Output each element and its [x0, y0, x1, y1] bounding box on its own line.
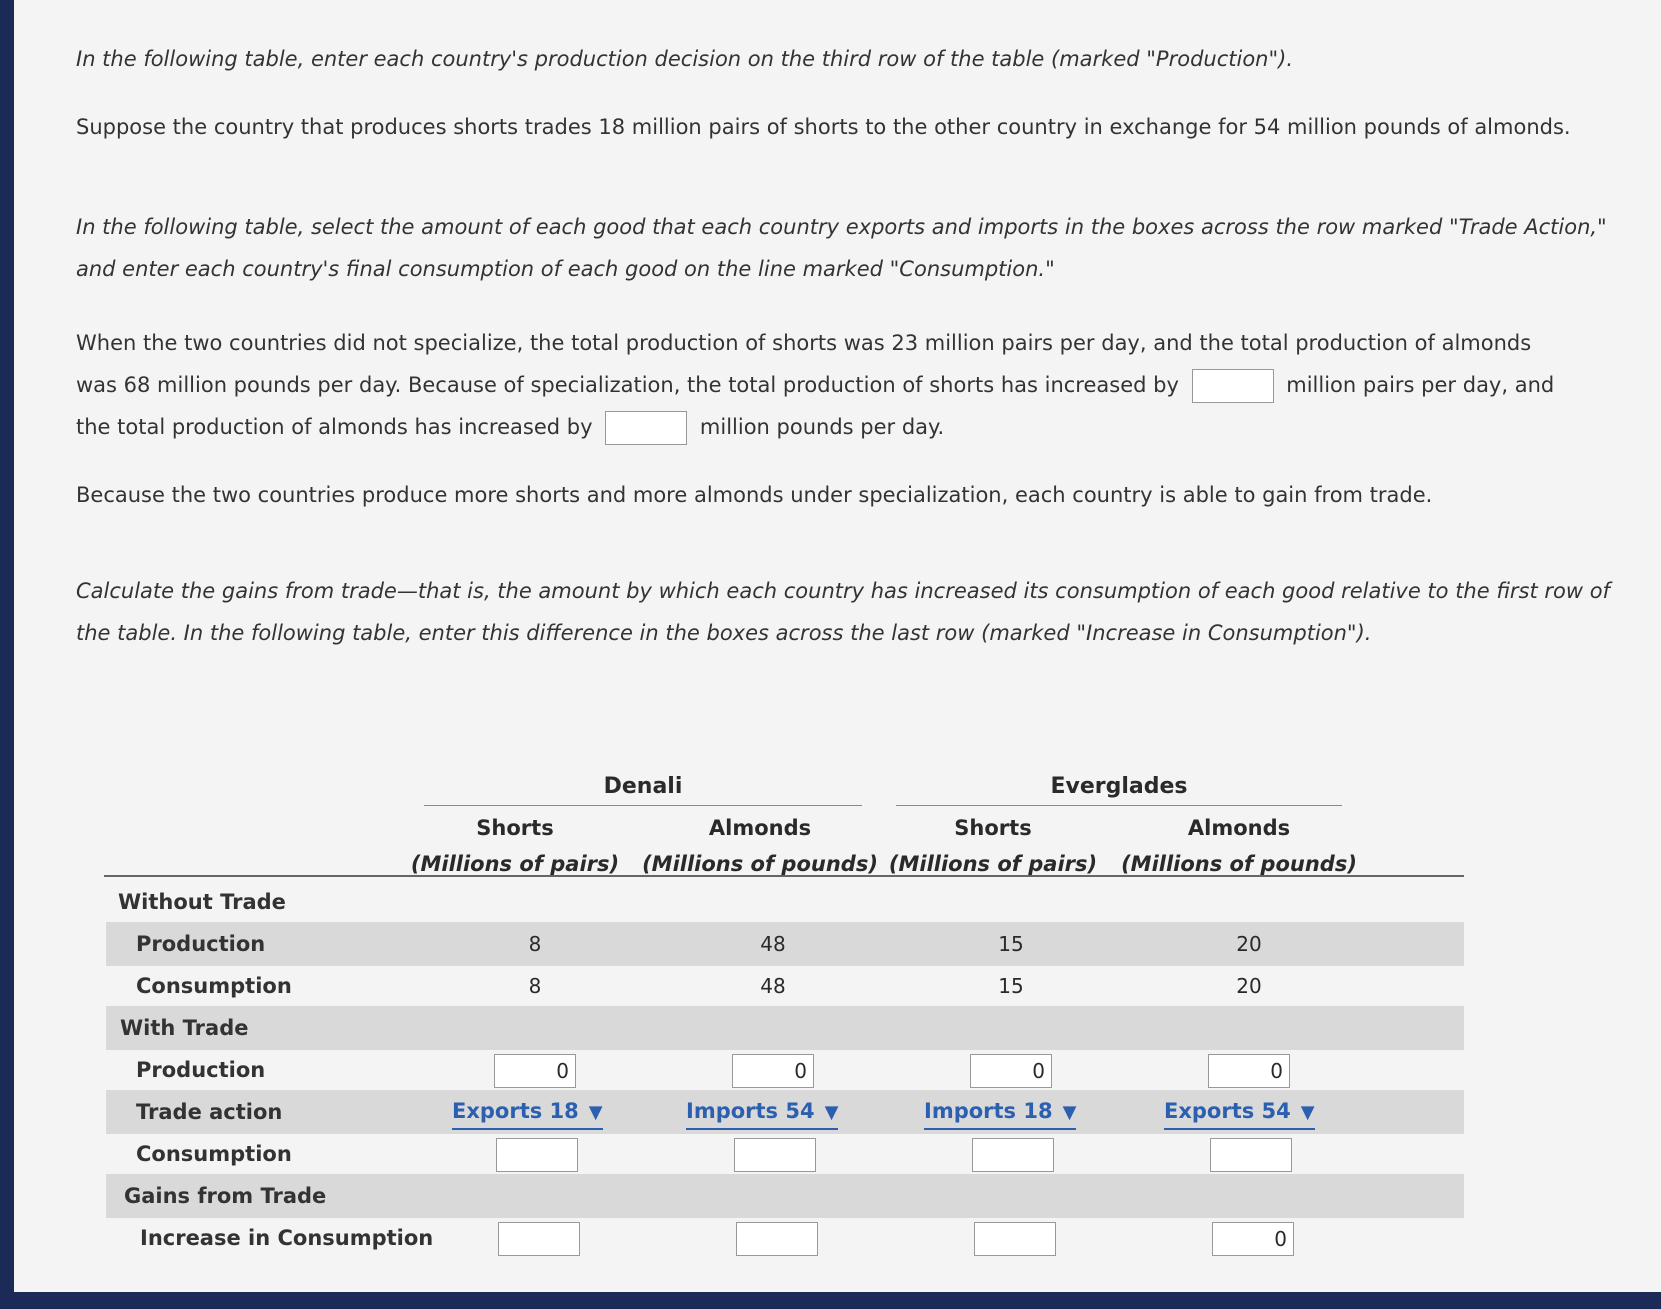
- denali-almonds-trade-dropdown[interactable]: [686, 1094, 838, 1130]
- denali-almonds-increase-input[interactable]: [736, 1222, 818, 1256]
- column-unit: (Millions of pounds): [1121, 852, 1357, 876]
- everglades-almonds-consumption-input[interactable]: [1210, 1138, 1292, 1172]
- row-label-trade-action: Trade action: [136, 1100, 283, 1124]
- dropdown-value: Imports 54: [686, 1099, 815, 1123]
- almonds-increase-input[interactable]: [605, 411, 687, 445]
- column-title: Shorts: [954, 816, 1032, 840]
- instruction-gains: Calculate the gains from trade—that is, the amount by which each country has increased its consumption of each good relative to the first row of the table. In the following table, enter this difference in the boxes across the last row (marked "Increase in Consumption").: [76, 579, 1610, 645]
- row-label-production: Production: [136, 1058, 266, 1082]
- cell-denali-almonds: 48: [760, 932, 786, 956]
- column-unit: (Millions of pounds): [642, 852, 878, 876]
- cell-denali-shorts: 8: [528, 974, 542, 998]
- table-row-without-trade: [106, 880, 1464, 924]
- everglades-almonds-production-input[interactable]: 0: [1208, 1054, 1290, 1088]
- everglades-almonds-increase-input[interactable]: 0: [1212, 1222, 1294, 1256]
- denali-almonds-consumption-input[interactable]: [734, 1138, 816, 1172]
- row-label-consumption: Consumption: [136, 1142, 292, 1166]
- column-unit: (Millions of pairs): [410, 852, 620, 876]
- table-row-consumption-without-trade: [106, 964, 1464, 1008]
- cell-everglades-almonds: 20: [1236, 932, 1262, 956]
- header-divider: [104, 875, 1464, 877]
- column-unit: (Millions of pairs): [888, 852, 1098, 876]
- cell-denali-shorts: 8: [528, 932, 542, 956]
- caret-down-icon: ▼: [1300, 1102, 1315, 1123]
- column-header-denali-almonds: [640, 764, 880, 882]
- gains-table: [92, 760, 1464, 1280]
- dropdown-value: Imports 18: [924, 1099, 1053, 1123]
- column-title: Almonds: [1187, 816, 1291, 840]
- row-label-consumption: Consumption: [136, 974, 292, 998]
- caret-down-icon: ▼: [824, 1102, 839, 1123]
- everglades-shorts-trade-dropdown[interactable]: [924, 1094, 1076, 1130]
- specialization-paragraph: [76, 322, 1556, 448]
- caret-down-icon: ▼: [588, 1102, 603, 1123]
- group-header-everglades: Everglades: [896, 774, 1342, 806]
- page: [14, 0, 1661, 1292]
- row-label-with-trade: With Trade: [120, 1016, 249, 1040]
- table-row-trade-action: [106, 1090, 1464, 1134]
- table-row-with-trade: [106, 1006, 1464, 1050]
- column-header-denali-shorts: [410, 764, 620, 882]
- column-title: Shorts: [476, 816, 554, 840]
- specialization-text-b: million pairs per day, and the total production of almonds has increased by: [76, 373, 1555, 439]
- row-label-gains: Gains from Trade: [124, 1184, 327, 1208]
- dropdown-value: Exports 54: [1164, 1099, 1291, 1123]
- row-label-increase: Increase in Consumption: [140, 1226, 434, 1250]
- dropdown-value: Exports 18: [452, 1099, 579, 1123]
- specialization-text-a: When the two countries did not specialize, the total production of shorts was 23 million pairs per day, and the total production of almonds was 68 million pounds per day. Because of specialization, the total production of shorts has increased by: [76, 331, 1532, 397]
- trade-scenario-text: Suppose the country that produces shorts trades 18 million pairs of shorts to the other country in exchange for 54 million pounds of almonds.: [76, 115, 1571, 139]
- table-row-production-without-trade: [106, 922, 1464, 966]
- group-header-denali: Denali: [424, 774, 862, 806]
- specialization-text-c: million pounds per day.: [699, 415, 945, 439]
- column-header-everglades-shorts: [888, 764, 1098, 882]
- cell-everglades-almonds: 20: [1236, 974, 1262, 998]
- shorts-increase-input[interactable]: [1192, 369, 1274, 403]
- everglades-shorts-increase-input[interactable]: [974, 1222, 1056, 1256]
- row-label-production: Production: [136, 932, 266, 956]
- row-label-without-trade: Without Trade: [118, 890, 286, 914]
- column-header-everglades-almonds: [1114, 764, 1364, 882]
- table-row-production-with-trade: [106, 1048, 1464, 1092]
- denali-almonds-production-input[interactable]: 0: [732, 1054, 814, 1088]
- table-row-consumption-with-trade: [106, 1132, 1464, 1176]
- table-row-gains-from-trade: [106, 1174, 1464, 1218]
- denali-shorts-consumption-input[interactable]: [496, 1138, 578, 1172]
- everglades-shorts-consumption-input[interactable]: [972, 1138, 1054, 1172]
- everglades-shorts-production-input[interactable]: 0: [970, 1054, 1052, 1088]
- denali-shorts-trade-dropdown[interactable]: [452, 1094, 603, 1130]
- column-title: Almonds: [708, 816, 812, 840]
- cell-everglades-shorts: 15: [998, 974, 1024, 998]
- everglades-almonds-trade-dropdown[interactable]: [1164, 1094, 1315, 1130]
- cell-everglades-shorts: 15: [998, 932, 1024, 956]
- denali-shorts-production-input[interactable]: 0: [494, 1054, 576, 1088]
- caret-down-icon: ▼: [1062, 1102, 1077, 1123]
- gain-statement: Because the two countries produce more shorts and more almonds under specialization, each country is able to gain from trade.: [76, 483, 1433, 507]
- instruction-trade-action: In the following table, select the amount of each good that each country exports and imports in the boxes across the row marked "Trade Action," and enter each country's final consumption of each good on the line marked "Consumption.": [76, 215, 1607, 281]
- denali-shorts-increase-input[interactable]: [498, 1222, 580, 1256]
- cell-denali-almonds: 48: [760, 974, 786, 998]
- table-row-increase-in-consumption: [106, 1216, 1464, 1260]
- instruction-production: In the following table, enter each country's production decision on the third row of the table (marked "Production").: [76, 47, 1294, 71]
